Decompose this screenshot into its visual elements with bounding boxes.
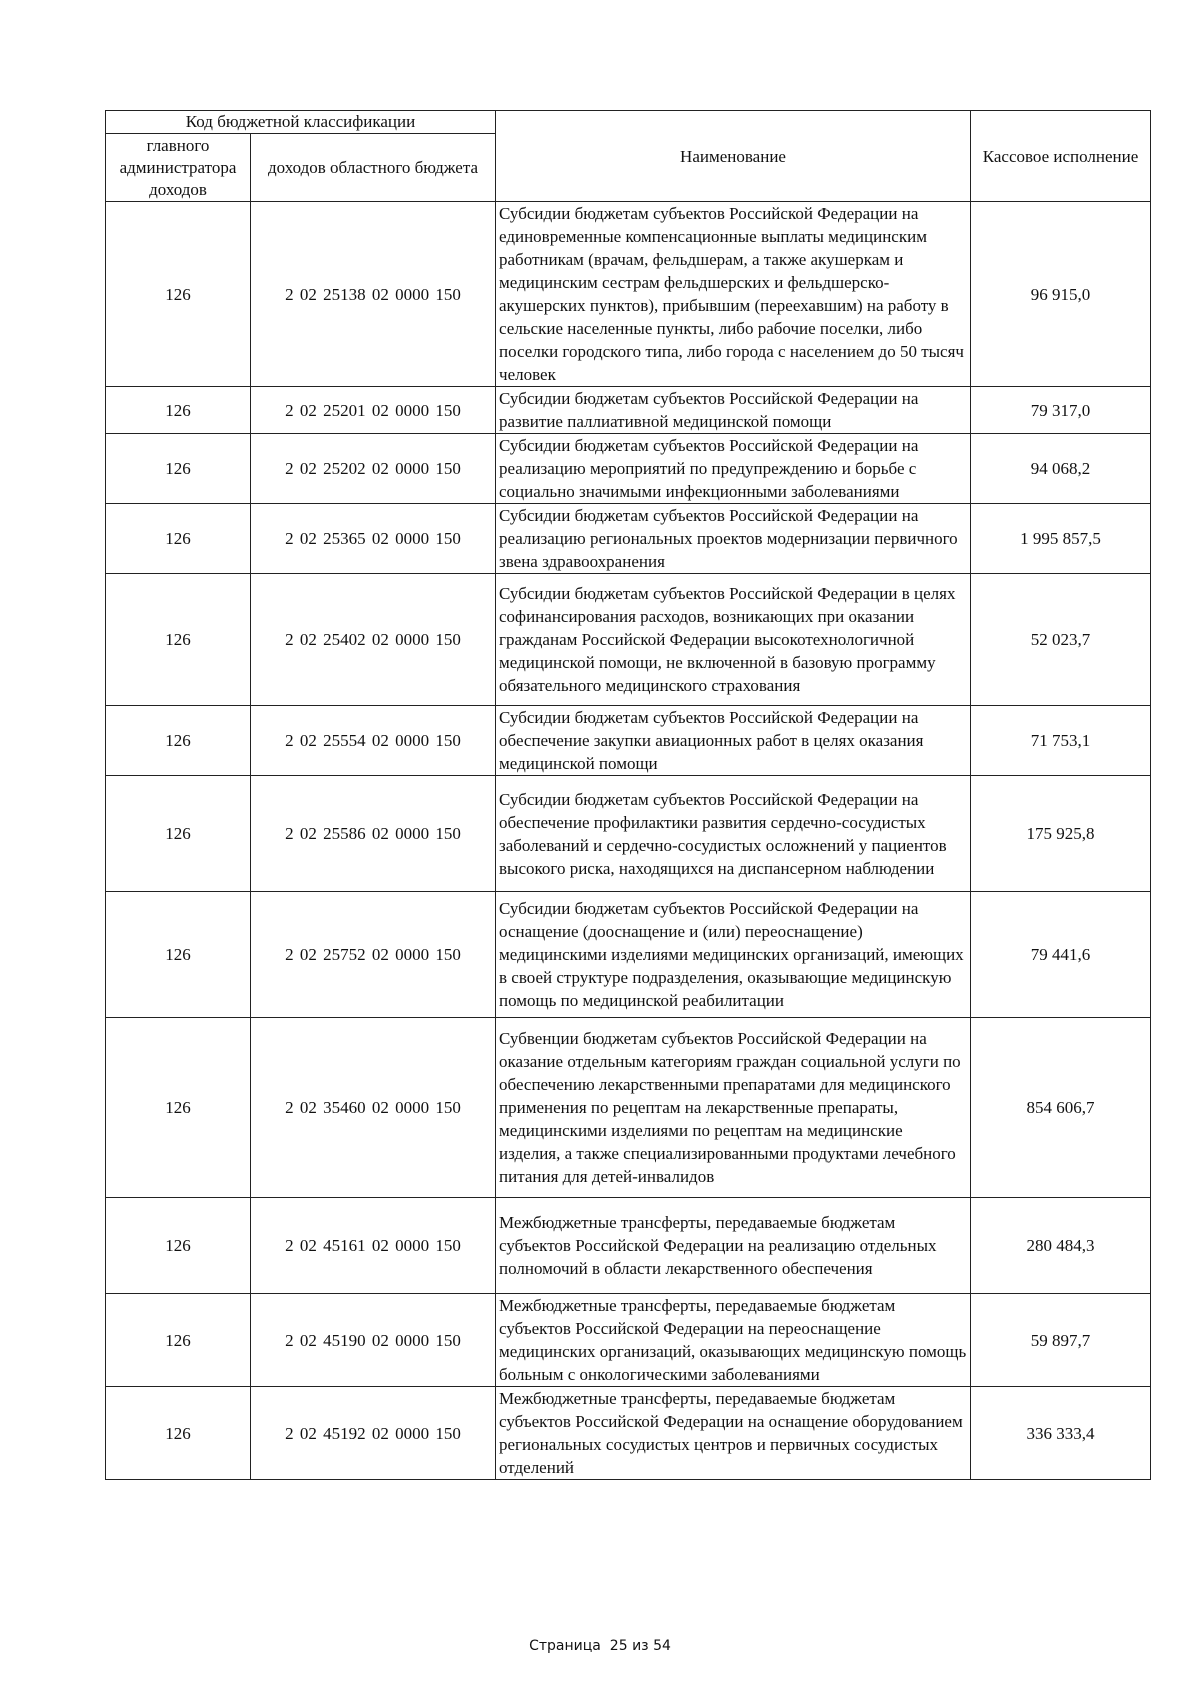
table-row <box>106 202 1151 387</box>
income-code-cell: 2 02 35460 02 0000 150 <box>251 1018 496 1198</box>
footer-of-label: из <box>632 1638 649 1654</box>
income-code-cell: 2 02 45192 02 0000 150 <box>251 1387 496 1480</box>
name-cell: Межбюджетные трансферты, передаваемые бюджетам субъектов Российской Федерации на реализацию отдельных полномочий в области лекарственного обеспечения <box>496 1198 971 1294</box>
income-code-cell: 2 02 25201 02 0000 150 <box>251 387 496 434</box>
amount-cell: 854 606,7 <box>971 1018 1151 1198</box>
admin-code-cell: 126 <box>106 387 251 434</box>
header-admin: главного администратора доходов <box>106 134 251 202</box>
name-cell: Субсидии бюджетам субъектов Российской Федерации на реализацию региональных проектов модернизации первичного звена здравоохранения <box>496 504 971 574</box>
name-cell: Межбюджетные трансферты, передаваемые бюджетам субъектов Российской Федерации на переоснащение медицинских организаций, оказывающих медицинскую помощь больным с онкологическими заболеваниями <box>496 1294 971 1387</box>
name-cell: Субсидии бюджетам субъектов Российской Федерации на оснащение (дооснащение и (или) переоснащение) медицинскими изделиями медицинских организаций, имеющих в своей структуре подразделения, оказывающие медицинскую помощь по медицинской реабилитации <box>496 892 971 1018</box>
header-name: Наименование <box>496 111 971 202</box>
admin-code-cell: 126 <box>106 504 251 574</box>
footer-total-pages: 54 <box>653 1638 671 1654</box>
income-code-cell: 2 02 25365 02 0000 150 <box>251 504 496 574</box>
table-row <box>106 504 1151 574</box>
table-row <box>106 387 1151 434</box>
income-code-cell: 2 02 45161 02 0000 150 <box>251 1198 496 1294</box>
footer-page-label: Страница <box>529 1638 601 1654</box>
amount-cell: 96 915,0 <box>971 202 1151 387</box>
amount-cell: 336 333,4 <box>971 1387 1151 1480</box>
budget-table <box>105 110 1151 1480</box>
name-cell: Субсидии бюджетам субъектов Российской Федерации на развитие паллиативной медицинской помощи <box>496 387 971 434</box>
amount-cell: 280 484,3 <box>971 1198 1151 1294</box>
amount-cell: 52 023,7 <box>971 574 1151 706</box>
table-row <box>106 892 1151 1018</box>
admin-code-cell: 126 <box>106 892 251 1018</box>
income-code-cell: 2 02 25752 02 0000 150 <box>251 892 496 1018</box>
header-income: доходов областного бюджета <box>251 134 496 202</box>
admin-code-cell: 126 <box>106 202 251 387</box>
name-cell: Субсидии бюджетам субъектов Российской Федерации в целях софинансирования расходов, возникающих при оказании гражданам Российской Федерации высокотехнологичной медицинской помощи, не включенной в базовую программу обязательного медицинского страхования <box>496 574 971 706</box>
page-footer <box>0 1638 1200 1654</box>
admin-code-cell: 126 <box>106 434 251 504</box>
table-row <box>106 1198 1151 1294</box>
header-amount: Кассовое исполнение <box>971 111 1151 202</box>
name-cell: Субсидии бюджетам субъектов Российской Федерации на единовременные компенсационные выплаты медицинским работникам (врачам, фельдшерам, а также акушеркам и медицинским сестрам фельдшерских и фельдшерско-акушерских пунктов), прибывшим (переехавшим) на работу в сельские населенные пункты, либо рабочие поселки, либо поселки городского типа, либо города с населением до 50 тысяч человек <box>496 202 971 387</box>
income-code-cell: 2 02 25138 02 0000 150 <box>251 202 496 387</box>
amount-cell: 59 897,7 <box>971 1294 1151 1387</box>
admin-code-cell: 126 <box>106 574 251 706</box>
amount-cell: 175 925,8 <box>971 776 1151 892</box>
income-code-cell: 2 02 45190 02 0000 150 <box>251 1294 496 1387</box>
admin-code-cell: 126 <box>106 776 251 892</box>
amount-cell: 94 068,2 <box>971 434 1151 504</box>
name-cell: Субвенции бюджетам субъектов Российской Федерации на оказание отдельным категориям граждан социальной услуги по обеспечению лекарственными препаратами для медицинского применения по рецептам на лекарственные препараты, медицинскими изделиями по рецептам на медицинские изделия, а также специализированными продуктами лечебного питания для детей-инвалидов <box>496 1018 971 1198</box>
footer-current-page: 25 <box>609 1638 628 1654</box>
admin-code-cell: 126 <box>106 1387 251 1480</box>
income-code-cell: 2 02 25554 02 0000 150 <box>251 706 496 776</box>
amount-cell: 71 753,1 <box>971 706 1151 776</box>
table-row <box>106 434 1151 504</box>
amount-cell: 1 995 857,5 <box>971 504 1151 574</box>
table-row <box>106 1294 1151 1387</box>
table-row <box>106 1018 1151 1198</box>
table-header <box>106 111 1151 202</box>
table-body <box>106 202 1151 1480</box>
header-classification-code: Код бюджетной классификации <box>106 111 496 134</box>
income-code-cell: 2 02 25402 02 0000 150 <box>251 574 496 706</box>
admin-code-cell: 126 <box>106 1294 251 1387</box>
income-code-cell: 2 02 25586 02 0000 150 <box>251 776 496 892</box>
amount-cell: 79 441,6 <box>971 892 1151 1018</box>
name-cell: Субсидии бюджетам субъектов Российской Федерации на реализацию мероприятий по предупреждению и борьбе с социально значимыми инфекционными заболеваниями <box>496 434 971 504</box>
income-code-cell: 2 02 25202 02 0000 150 <box>251 434 496 504</box>
name-cell: Субсидии бюджетам субъектов Российской Федерации на обеспечение профилактики развития сердечно-сосудистых заболеваний и сердечно-сосудистых осложнений у пациентов высокого риска, находящихся на диспансерном наблюдении <box>496 776 971 892</box>
name-cell: Межбюджетные трансферты, передаваемые бюджетам субъектов Российской Федерации на оснащение оборудованием региональных сосудистых центров и первичных сосудистых отделений <box>496 1387 971 1480</box>
admin-code-cell: 126 <box>106 1018 251 1198</box>
table-row <box>106 1387 1151 1480</box>
name-cell: Субсидии бюджетам субъектов Российской Федерации на обеспечение закупки авиационных работ в целях оказания медицинской помощи <box>496 706 971 776</box>
table-row <box>106 574 1151 706</box>
admin-code-cell: 126 <box>106 706 251 776</box>
admin-code-cell: 126 <box>106 1198 251 1294</box>
table-row <box>106 706 1151 776</box>
amount-cell: 79 317,0 <box>971 387 1151 434</box>
table-row <box>106 776 1151 892</box>
